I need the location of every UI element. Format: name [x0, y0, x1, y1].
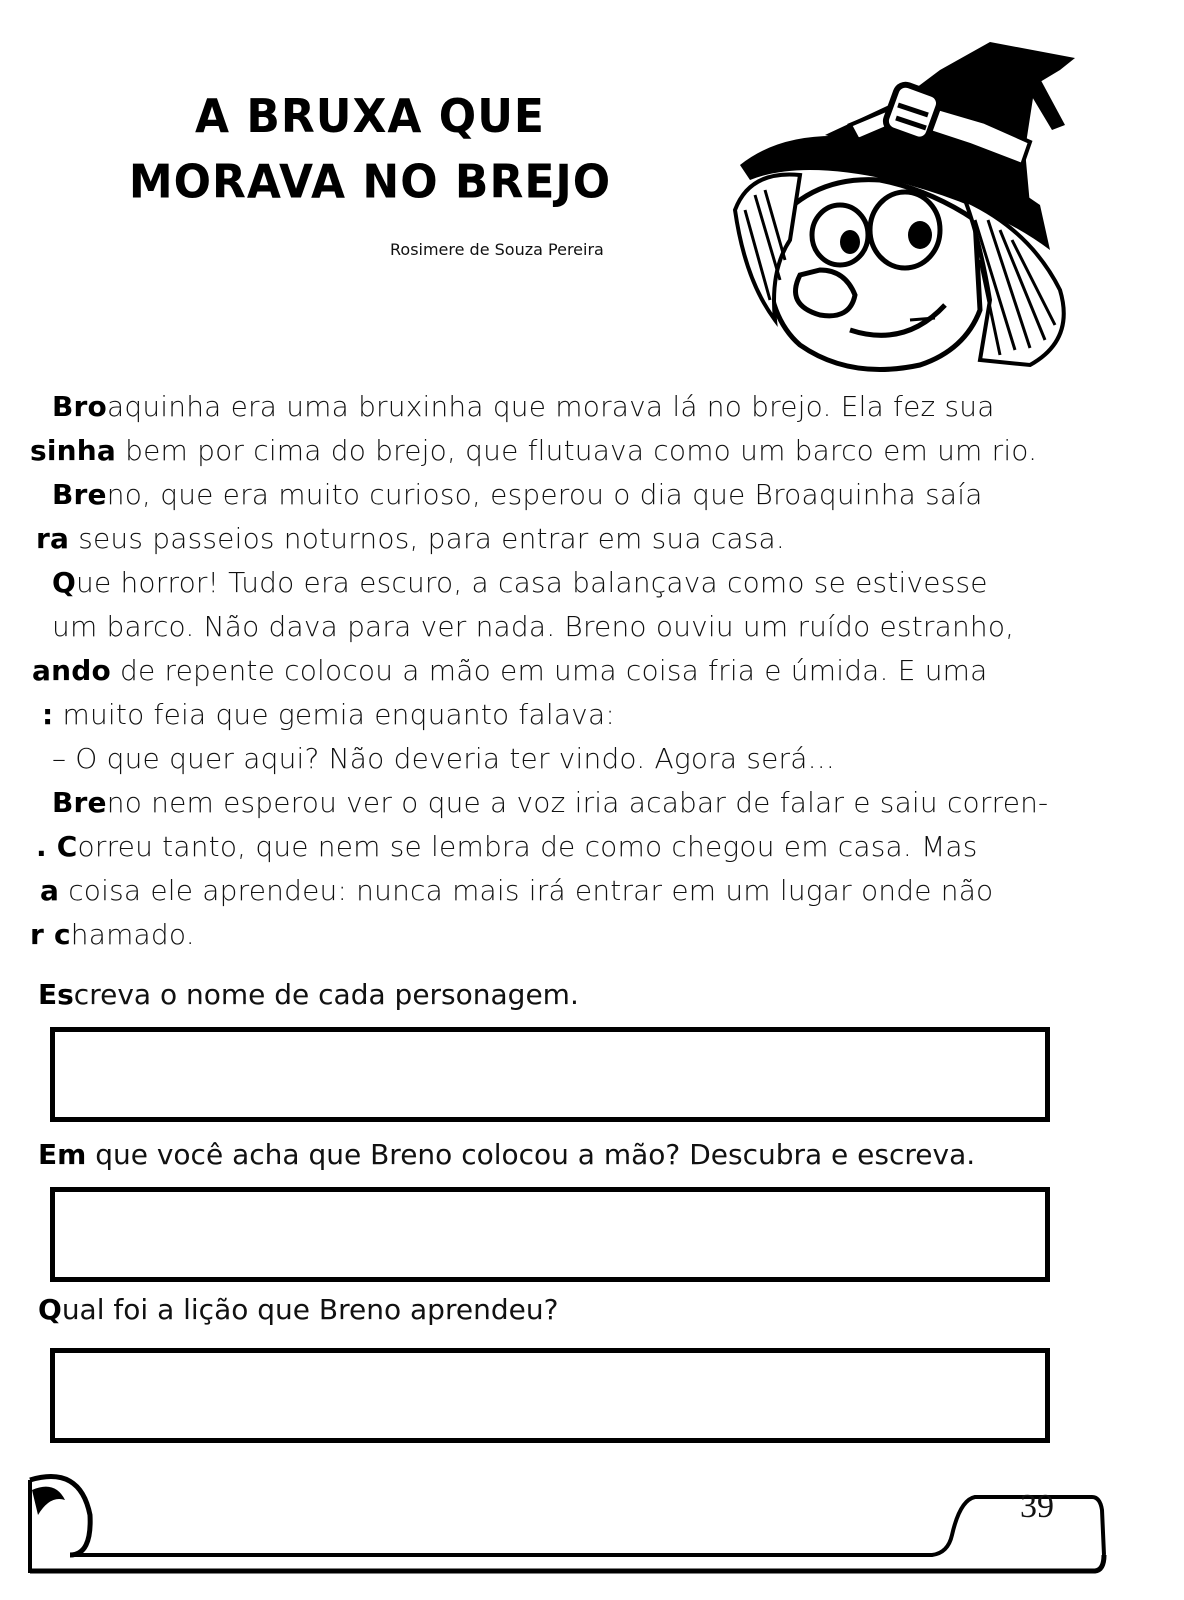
author-credit: Rosimere de Souza Pereira — [390, 240, 604, 259]
scroll-banner-decoration — [0, 1455, 1184, 1575]
page-title — [70, 85, 670, 215]
story-line: . Correu tanto, que nem se lembra de como chegou em casa. Mas — [36, 830, 978, 863]
answer-input-2[interactable] — [55, 1192, 1045, 1277]
answer-input-1[interactable] — [55, 1032, 1045, 1117]
story-line: sinha bem por cima do brejo, que flutuava como um barco em um rio. — [30, 434, 1038, 467]
story-line: r chamado. — [30, 918, 195, 951]
answer-input-3[interactable] — [55, 1353, 1045, 1438]
story-line: a coisa ele aprendeu: nunca mais irá entrar em um lugar onde não — [40, 874, 994, 907]
witch-head-illustration — [730, 30, 1080, 380]
title-line-2: MORAVA NO BREJO — [128, 155, 612, 209]
story-line: Que horror! Tudo era escuro, a casa balançava como se estivesse — [52, 566, 988, 599]
question-3-label: Qual foi a lição que Breno aprendeu? — [38, 1293, 559, 1326]
story-line: Breno nem esperou ver o que a voz iria acabar de falar e saiu corren- — [52, 786, 1049, 819]
question-1-label: Escreva o nome de cada personagem. — [38, 978, 579, 1011]
answer-box-2[interactable] — [50, 1187, 1050, 1282]
story-line: ando de repente colocou a mão em uma coisa fria e úmida. E uma — [32, 654, 988, 687]
story-line: : muito feia que gemia enquanto falava: — [42, 698, 615, 731]
story-line: Breno, que era muito curioso, esperou o dia que Broaquinha saía — [52, 478, 983, 511]
story-line: um barco. Não dava para ver nada. Breno ouviu um ruído estranho, — [52, 610, 1015, 643]
story-line: Broaquinha era uma bruxinha que morava lá no brejo. Ela fez sua — [52, 390, 995, 423]
story-line: ra seus passeios noturnos, para entrar em sua casa. — [36, 522, 786, 555]
answer-box-3[interactable] — [50, 1348, 1050, 1443]
page-number: 39 — [1020, 1488, 1054, 1525]
answer-box-1[interactable] — [50, 1027, 1050, 1122]
question-2-label: Em que você acha que Breno colocou a mão? Descubra e escreva. — [38, 1138, 976, 1171]
title-line-1: A BRUXA QUE — [194, 90, 545, 144]
story-line: – O que quer aqui? Não deveria ter vindo. Agora será... — [52, 742, 835, 775]
